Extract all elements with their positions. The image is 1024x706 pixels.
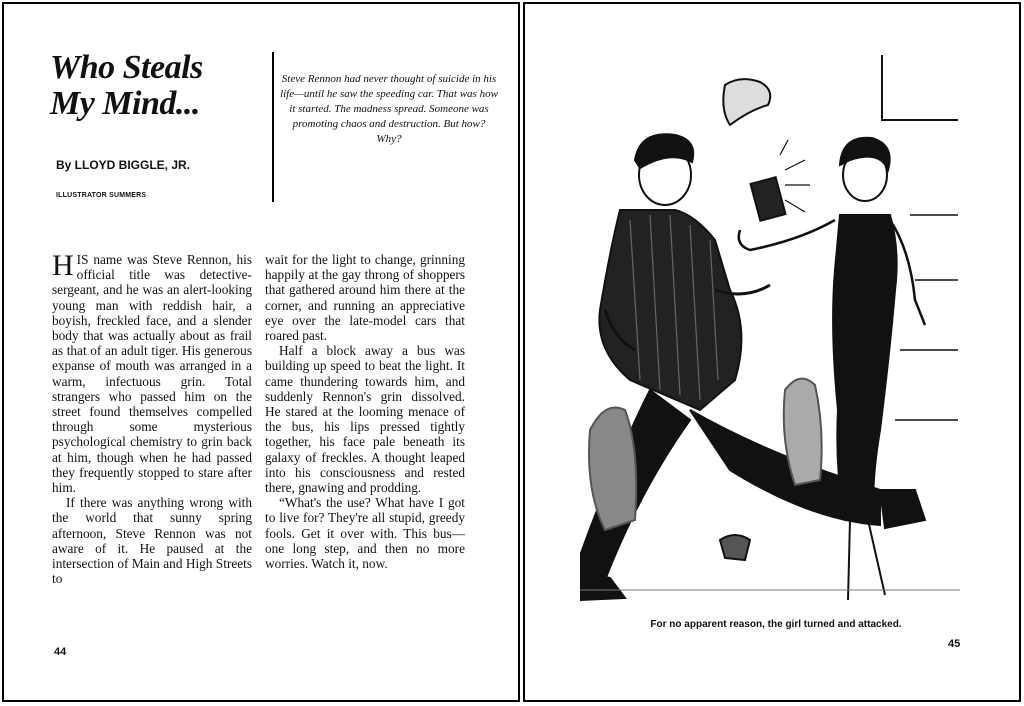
- impact-lines: [780, 140, 810, 212]
- background-lines: [895, 215, 958, 420]
- paragraph-text: IS name was Steve Rennon, his official title was detective-sergeant, and he was an alert-looking young man with reddish hair, a boyish, freckled face, and a slender body that was actually about as frail as that of an adult tiger. His generous expanse of mouth was arranged in a warm, infectuous grin. Total strangers who passed him on the street found themselves compelled through some mysterious psychological chemistry to grin back at him, though when he had passed they frequently stopped to stare after him.: [52, 252, 252, 496]
- text-column-2: [265, 252, 465, 571]
- paragraph: wait for the light to change, grinning happily at the gay throng of shoppers that gathered around him there at the corner, and running an appreciative eye over the late-model cars that roared past.: [265, 252, 465, 344]
- illustration-caption: For no apparent reason, the girl turned and attacked.: [650, 619, 902, 630]
- paragraph: “What's the use? What have I got to live for? They're all stupid, greedy fools. Get it over with. This bus—one long step, and then no more worries. Watch it, now.: [265, 495, 465, 572]
- drop-cap: H: [52, 249, 74, 282]
- text-column-1: [52, 249, 252, 587]
- title-line-2: My Mind...: [50, 85, 200, 122]
- illustrator-credit: ILLUSTRATOR SUMMERS: [56, 192, 147, 199]
- page-number-right: 45: [948, 638, 961, 650]
- vertical-rule: [272, 52, 274, 202]
- page-number-left: 44: [54, 646, 67, 658]
- story-illustration: [580, 50, 960, 620]
- dog-figure: [720, 535, 750, 560]
- story-title: [50, 50, 270, 122]
- paragraph: Half a block away a bus was building up speed to beat the light. It came thundering towards him, and suddenly Rennon's grin dissolved. He stared at the looming menace of the bus, his lips pressed tightly together, his face pale beneath its galaxy of freckles. A thought leaped into his consciousness and rested there, gnawing and prodding.: [265, 343, 465, 496]
- paragraph: [52, 249, 252, 496]
- byline: By LLOYD BIGGLE, JR.: [56, 158, 191, 172]
- bystander-figure: [784, 379, 822, 485]
- purse-icon: [751, 177, 786, 220]
- story-blurb: Steve Rennon had never thought of suicide in his life—until he saw the speeding car. That was how it started. The madness spread. Someone was promoting chaos and destruction. But how? Why?: [280, 73, 498, 145]
- wall-line: [882, 55, 958, 120]
- paragraph: If there was anything wrong with the world that sunny spring afternoon, Steve Rennon was not aware of it. He paused at the intersection of Main and High Streets to: [52, 495, 252, 587]
- title-line-1: Who Steals: [50, 49, 203, 86]
- hat-icon: [723, 79, 770, 125]
